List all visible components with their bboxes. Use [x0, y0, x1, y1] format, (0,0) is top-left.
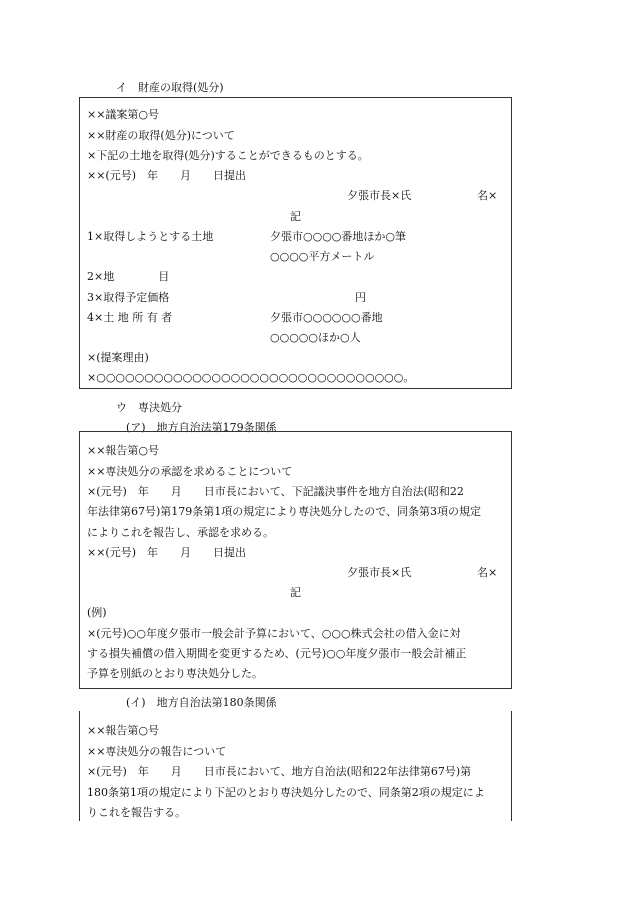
reason-text: ×○○○○○○○○○○○○○○○○○○○○○○○○○○○○○○○○。 [87, 371, 415, 384]
report180-body-line2: 180条第1項の規定により下記のとおり専決処分したので、同条第2項の規定によ [87, 786, 485, 799]
bill-number: ××議案第○号 [87, 108, 160, 121]
report180-body-line1: ×(元号) 年 月 日市長において、地方自治法(昭和22年法律第67号)第 [87, 765, 472, 778]
report-title: ××専決処分の承認を求めることについて [87, 465, 293, 478]
report-submission-date: ××(元号) 年 月 日提出 [87, 546, 247, 559]
item4-label: 4×土 地 所 有 者 [87, 311, 173, 324]
bill-title: ××財産の取得(処分)について [87, 129, 235, 142]
submission-date: ××(元号) 年 月 日提出 [87, 169, 247, 182]
report-ki-marker: 記 [290, 586, 301, 599]
item4-value: 夕張市○○○○○○番地 [270, 311, 383, 324]
report180-number: ××報告第○号 [87, 724, 160, 737]
report-body-line3: によりこれを報告し、承認を求める。 [87, 526, 274, 539]
bill-resolution: ×下記の土地を取得(処分)することができるものとする。 [87, 149, 369, 162]
report-180-box-right-border [511, 711, 512, 821]
subsection-heading-180: (イ) 地方自治法第180条関係 [126, 696, 277, 709]
item3-label: 3×取得予定価格 [87, 291, 170, 304]
example-line1: ×(元号)○○年度夕張市一般会計予算において、○○○株式会社の借入金に対 [87, 627, 461, 640]
report180-title: ××専決処分の報告について [87, 745, 227, 758]
example-line2: する損失補償の借入期間を変更するため、(元号)○○年度夕張市一般会計補正 [87, 647, 467, 660]
section-heading-senketsu: ウ 専決処分 [116, 401, 182, 414]
report-signer-title: 夕張市長×氏 [347, 566, 412, 579]
report180-body-line3: りこれを報告する。 [87, 806, 186, 819]
example-label: (例) [87, 606, 107, 619]
signer-name: 名× [477, 189, 498, 202]
subsection-heading-179: (ア) 地方自治法第179条関係 [126, 421, 277, 434]
section-heading-acquisition: イ 財産の取得(処分) [116, 81, 224, 94]
example-line3: 予算を別紙のとおり専決処分した。 [87, 667, 263, 680]
report-180-box-left-border [79, 711, 80, 821]
item3-yen: 円 [355, 291, 366, 304]
report-number: ××報告第○号 [87, 444, 160, 457]
ki-marker: 記 [290, 210, 301, 223]
item1-label: 1×取得しようとする土地 [87, 230, 214, 243]
signer-title: 夕張市長×氏 [347, 189, 412, 202]
reason-label: ×(提案理由) [87, 351, 149, 364]
report-body-line1: ×(元号) 年 月 日市長において、下記議決事件を地方自治法(昭和22 [87, 485, 464, 498]
item4-owners: ○○○○○ほか○人 [270, 331, 361, 344]
item1-value: 夕張市○○○○番地ほか○筆 [270, 230, 406, 243]
item1-area: ○○○○平方メートル [270, 250, 375, 263]
report-body-line2: 年法律第67号)第179条第1項の規定により専決処分したので、同条第3項の規定 [87, 505, 482, 518]
item2-label: 2×地 目 [87, 270, 170, 283]
report-signer-name: 名× [477, 566, 498, 579]
